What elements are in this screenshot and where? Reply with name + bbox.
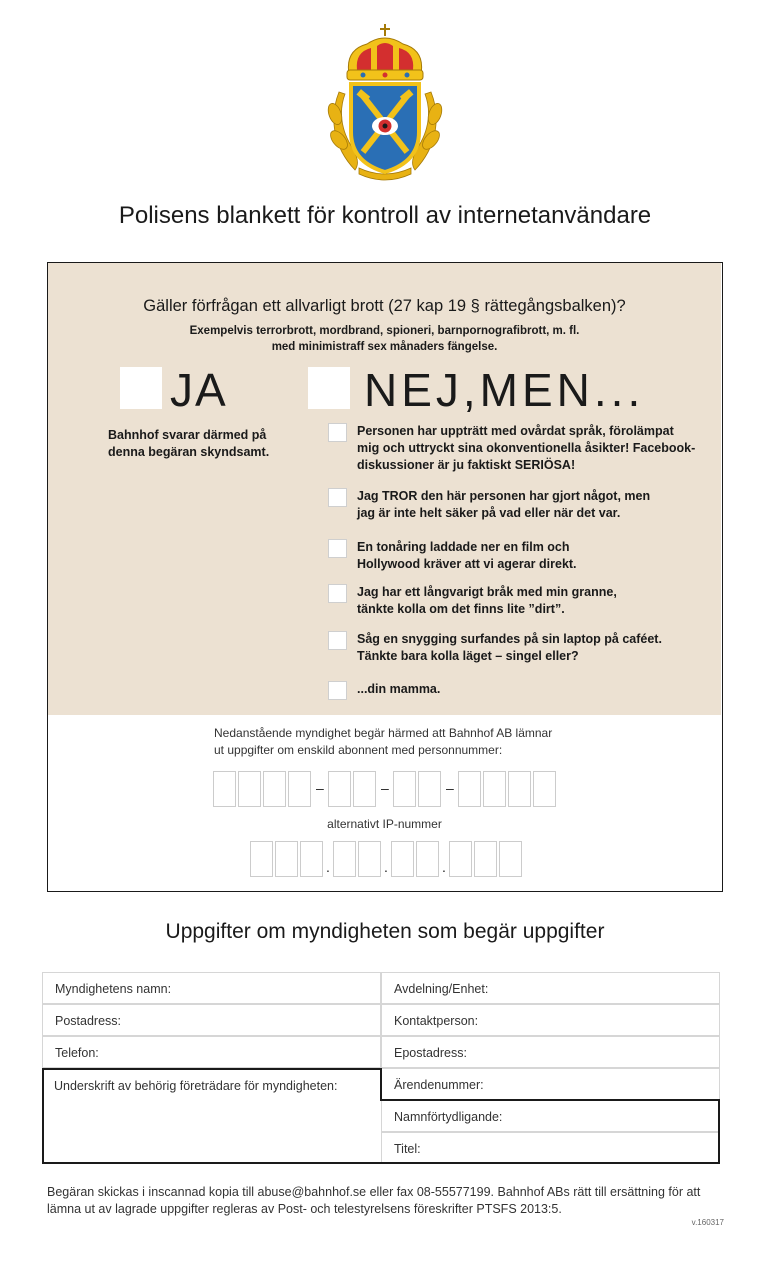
option-checkbox[interactable]: [328, 584, 347, 603]
authority-info-table: [42, 972, 720, 1164]
separator: –: [446, 780, 454, 796]
digit-box[interactable]: [449, 841, 472, 877]
option-text: Såg en snygging surfandes på sin laptop på caféet. Tänkte bara kolla läget – singel eller?: [357, 632, 662, 663]
signature-area[interactable]: [42, 1068, 382, 1164]
option-checkbox[interactable]: [328, 539, 347, 558]
digit-box[interactable]: [328, 771, 351, 807]
digit-box[interactable]: [508, 771, 531, 807]
name-clarification-field[interactable]: Namnförtydligande:: [381, 1100, 720, 1132]
request-statement: Nedanstående myndighet begär härmed att Bahnhof AB lämnar ut uppgifter om enskild abonnent med personnummer:: [214, 726, 553, 757]
signature-label: Underskrift av behörig företrädare för myndigheten:: [54, 1079, 338, 1093]
department-field[interactable]: Avdelning/Enhet:: [381, 972, 720, 1004]
crime-examples: Exempelvis terrorbrott, mordbrand, spioneri, barnpornografibrott, m. fl. med minimistraff sex månaders fängelse.: [189, 325, 580, 353]
option-checkbox[interactable]: [328, 631, 347, 650]
email-field[interactable]: Epostadress:: [381, 1036, 720, 1068]
shield-icon: [351, 84, 419, 172]
footer-note: Begäran skickas i inscannad kopia till abuse@bahnhof.se eller fax 08-55577199. Bahnhof ABs rätt till ersättning för att lämna ut av lagrade uppgifter regleras av Post- och telestyrelsens föreskrifter PTSFS 2013:5.: [47, 1185, 701, 1216]
contact-person-field[interactable]: Kontaktperson:: [381, 1004, 720, 1036]
option-checkbox[interactable]: [328, 488, 347, 507]
separator: –: [316, 780, 324, 796]
option-checkbox[interactable]: [328, 681, 347, 700]
option-text: ...din mamma.: [357, 682, 441, 696]
ja-description: Bahnhof svarar därmed på denna begäran skyndsamt.: [108, 428, 270, 459]
crime-question-panel: [48, 263, 721, 715]
signature-area-right: [380, 1099, 720, 1164]
separator: .: [384, 859, 388, 875]
digit-box[interactable]: [263, 771, 286, 807]
version-label: v.160317: [691, 1218, 724, 1227]
digit-box[interactable]: [250, 841, 273, 877]
request-form: [47, 262, 723, 892]
digit-box[interactable]: [300, 841, 323, 877]
divider: [380, 1068, 382, 1100]
digit-box[interactable]: [238, 771, 261, 807]
crown-icon: [347, 24, 423, 80]
digit-box[interactable]: [391, 841, 414, 877]
option-checkbox[interactable]: [328, 423, 347, 442]
police-emblem: [325, 22, 445, 184]
separator: .: [326, 859, 330, 875]
nej-men-label: NEJ,MEN...: [364, 364, 645, 416]
ja-label: JA: [170, 364, 228, 416]
digit-box[interactable]: [458, 771, 481, 807]
option-text: Jag TROR den här personen har gjort något, men jag är inte helt säker på vad eller när det var.: [357, 489, 651, 520]
case-number-field[interactable]: Ärendenummer:: [381, 1068, 720, 1100]
ip-alternative-label: alternativt IP-nummer: [327, 817, 442, 831]
digit-box[interactable]: [533, 771, 556, 807]
nej-men-checkbox[interactable]: [308, 367, 350, 409]
digit-box[interactable]: [418, 771, 441, 807]
digit-box[interactable]: [499, 841, 522, 877]
digit-box[interactable]: [393, 771, 416, 807]
digit-box[interactable]: [358, 841, 381, 877]
authority-section-title: Uppgifter om myndigheten som begär uppgifter: [165, 920, 605, 943]
digit-box[interactable]: [333, 841, 356, 877]
title-field[interactable]: Titel:: [381, 1132, 720, 1164]
authority-name-field[interactable]: Myndighetens namn:: [42, 972, 381, 1004]
digit-box[interactable]: [288, 771, 311, 807]
digit-box[interactable]: [483, 771, 506, 807]
ja-checkbox[interactable]: [120, 367, 162, 409]
digit-box[interactable]: [353, 771, 376, 807]
option-text: En tonåring laddade ner en film och Hollywood kräver att vi agerar direkt.: [357, 540, 577, 571]
digit-box[interactable]: [213, 771, 236, 807]
separator: .: [442, 859, 446, 875]
phone-field[interactable]: Telefon:: [42, 1036, 381, 1068]
serious-crime-question: Gäller förfrågan ett allvarligt brott (27 kap 19 § rättegångsbalken)?: [143, 297, 626, 315]
digit-box[interactable]: [474, 841, 497, 877]
postal-address-field[interactable]: Postadress:: [42, 1004, 381, 1036]
digit-box[interactable]: [416, 841, 439, 877]
option-text: Personen har uppträtt med ovårdat språk, förolämpat mig och uttryckt sina okonventionella åsikter! Facebook- diskussioner är ju faktiskt SERIÖSA!: [357, 424, 696, 472]
separator: –: [381, 780, 389, 796]
option-text: Jag har ett långvarigt bråk med min granne, tänkte kolla om det finns lite ”dirt”.: [357, 585, 617, 616]
digit-box[interactable]: [275, 841, 298, 877]
page-title: Polisens blankett för kontroll av internetanvändare: [118, 202, 652, 229]
